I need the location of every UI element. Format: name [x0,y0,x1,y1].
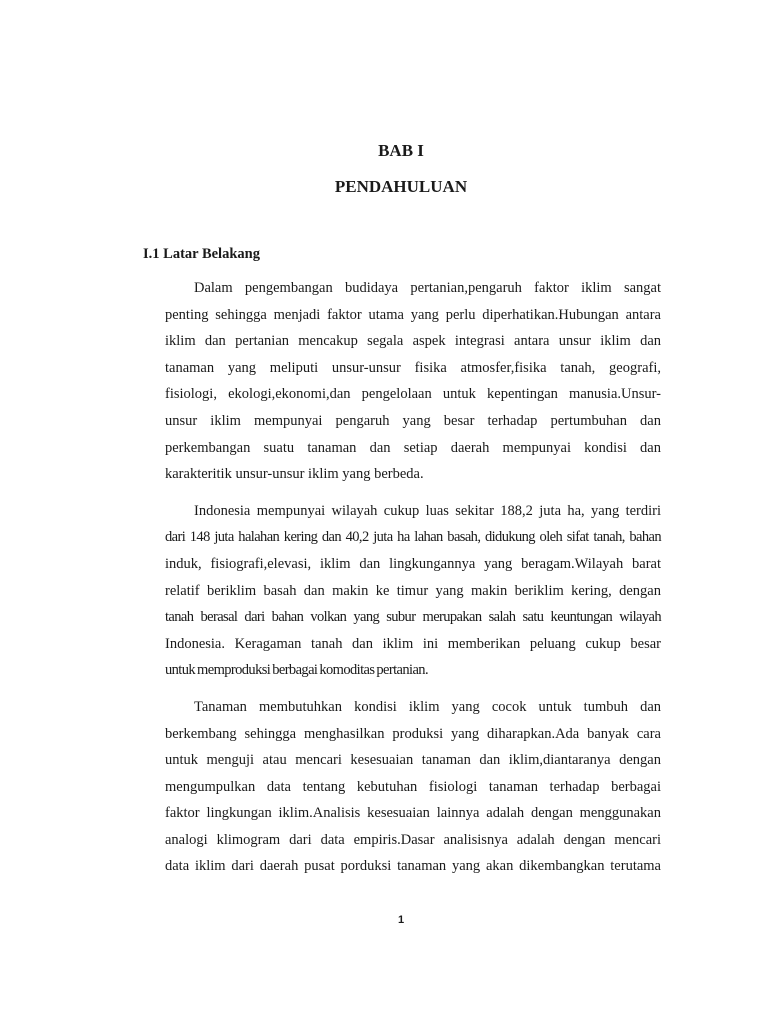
body-text [165,275,661,880]
text-line: data iklim dari daerah pusat porduksi tanaman yang akan dikembangkan terutama [165,858,661,875]
text-line: Indonesia. Keragaman tanah dan iklim ini memberikan peluang cukup besar [165,635,661,652]
text-line: untuk menguji atau mencari kesesuaian tanaman dan iklim,diantaranya dengan [165,752,661,769]
text-line: tanaman yang meliputi unsur-unsur fisika atmosfer,fisika tanah, geografi, [165,359,661,376]
text-line: induk, fisiografi,elevasi, iklim dan lingkungannya yang beragam.Wilayah barat [165,555,661,572]
text-line: fisiologi, ekologi,ekonomi,dan pengelolaan untuk kepentingan manusia.Unsur- [165,386,661,403]
text-line: untuk memproduksi berbagai komoditas pertanian. [165,662,428,679]
text-line: Indonesia mempunyai wilayah cukup luas sekitar 188,2 juta ha, yang terdiri [194,502,661,519]
text-line: karakteritik unsur-unsur iklim yang berbeda. [165,466,424,483]
text-line: berkembang sehingga menghasilkan produksi yang diharapkan.Ada banyak cara [165,725,661,742]
text-line: penting sehingga menjadi faktor utama yang perlu diperhatikan.Hubungan antara [165,306,661,323]
paragraph-3 [165,694,661,880]
paragraph-2 [165,498,661,684]
text-line: faktor lingkungan iklim.Analisis kesesuaian lainnya adalah dengan menggunakan [165,805,661,822]
chapter-number: BAB I [378,141,424,160]
text-line: relatif beriklim basah dan makin ke timur yang makin beriklim kering, dengan [165,582,661,599]
text-line: perkembangan suatu tanaman dan setiap daerah mempunyai kondisi dan [165,439,661,456]
section-heading: I.1 Latar Belakang [143,246,260,262]
text-line: dari 148 juta halahan kering dan 40,2 juta ha lahan basah, didukung oleh sifat tanah, bahan [165,529,661,546]
page-number: 1 [397,914,405,926]
text-line: Dalam pengembangan budidaya pertanian,pengaruh faktor iklim sangat [194,280,661,296]
text-line: iklim dan pertanian mencakup segala aspek integrasi antara unsur iklim dan [165,333,661,350]
chapter-title: PENDAHULUAN [334,177,468,196]
text-line: Tanaman membutuhkan kondisi iklim yang cocok untuk tumbuh dan [194,698,661,715]
text-line: mengumpulkan data tentang kebutuhan fisiologi tanaman terhadap berbagai [165,778,661,795]
text-line: unsur iklim mempunyai pengaruh yang besar terhadap pertumbuhan dan [165,412,661,429]
text-line: tanah berasal dari bahan volkan yang subur merupakan salah satu keuntungan wilayah [165,609,661,626]
paragraph-1 [165,275,661,488]
text-line: analogi klimogram dari data empiris.Dasar analisisnya adalah dengan mencari [165,831,661,848]
